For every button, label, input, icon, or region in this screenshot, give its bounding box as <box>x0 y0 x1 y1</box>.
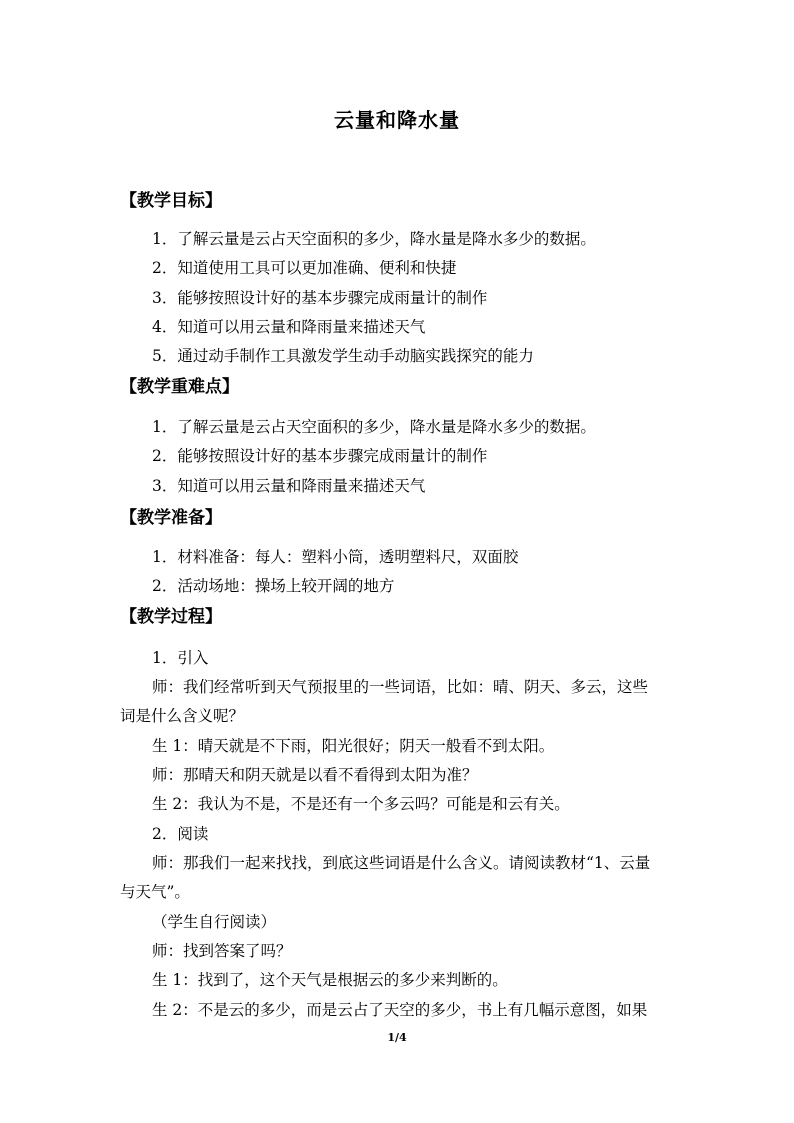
goal-item-4: 4．知道可以用云量和降雨量来描述天气 <box>152 318 426 336</box>
process-line-10: （学生自行阅读） <box>152 913 277 931</box>
goal-item-1: 1．了解云量是云占天空面积的多少，降水量是降水多少的数据。 <box>152 230 596 248</box>
goal-item-2: 2．知道使用工具可以更加准确、便利和快捷 <box>152 259 457 277</box>
process-line-4: 生 1：晴天就是不下雨，阳光很好；阴天一般看不到太阳。 <box>152 737 555 755</box>
goal-item-5: 5．通过动手制作工具激发学生动手动脑实践探究的能力 <box>152 347 534 365</box>
goal-item-3: 3．能够按照设计好的基本步骤完成雨量计的制作 <box>152 289 488 307</box>
section-heading-process: 【教学过程】 <box>120 607 222 627</box>
process-line-12: 生 1：找到了，这个天气是根据云的多少来判断的。 <box>152 971 508 989</box>
process-line-7: 2．阅读 <box>152 825 209 843</box>
section-heading-key-points: 【教学重难点】 <box>120 377 239 397</box>
page-title: 云量和降水量 <box>334 108 460 132</box>
process-line-1: 1．引入 <box>152 649 209 667</box>
process-line-9: 与天气”。 <box>120 883 190 901</box>
process-line-2: 师：我们经常听到天气预报里的一些词语，比如：晴、阴天、多云，这些 <box>152 678 649 696</box>
process-line-6: 生 2：我认为不是，不是还有一个多云吗？可能是和云有关。 <box>152 795 570 813</box>
process-line-11: 师：找到答案了吗？ <box>152 942 292 960</box>
page-number: 1/4 <box>387 1031 407 1044</box>
prep-item-2: 2．活动场地：操场上较开阔的地方 <box>152 577 395 595</box>
process-line-8: 师：那我们一起来找找，到底这些词语是什么含义。请阅读教材“1、云量 <box>152 854 651 872</box>
key-point-item-2: 2．能够按照设计好的基本步骤完成雨量计的制作 <box>152 447 488 465</box>
process-line-5: 师：那晴天和阴天就是以看不看得到太阳为准？ <box>152 766 478 784</box>
section-heading-prep: 【教学准备】 <box>120 508 222 528</box>
prep-item-1: 1．材料准备：每人：塑料小筒，透明塑料尺，双面胶 <box>152 548 519 566</box>
key-point-item-1: 1．了解云量是云占天空面积的多少，降水量是降水多少的数据。 <box>152 418 596 436</box>
process-line-3: 词是什么含义呢？ <box>120 707 245 725</box>
process-line-13: 生 2：不是云的多少，而是云占了天空的多少，书上有几幅示意图，如果 <box>152 1001 648 1019</box>
key-point-item-3: 3．知道可以用云量和降雨量来描述天气 <box>152 477 426 495</box>
section-heading-goals: 【教学目标】 <box>120 191 222 211</box>
